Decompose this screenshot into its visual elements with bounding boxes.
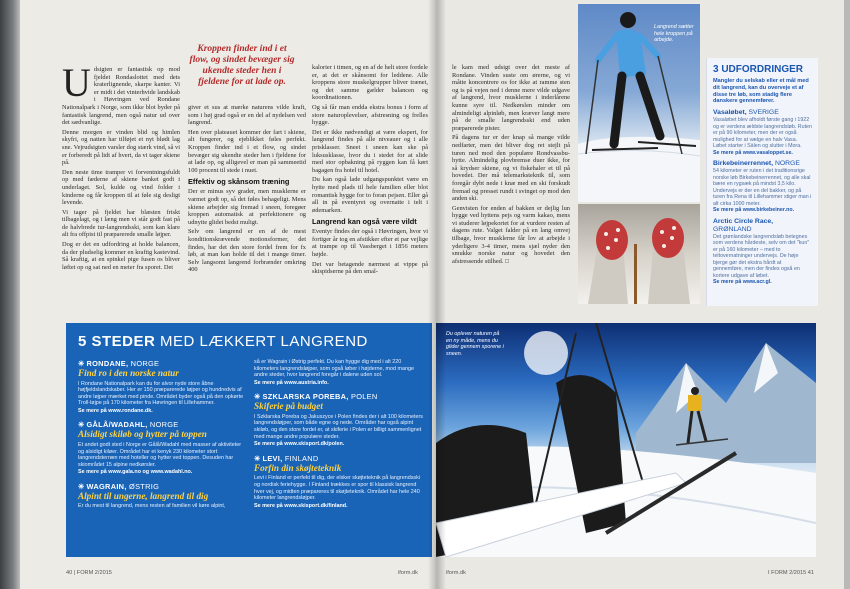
paragraph: Du kan også lade udgangspunktet være en hytte med plads til hele familien eller blot romantisk hygge for to foran pejsen. Eller gå all in på eventyret og overnatte i telt i ødemarken. — [312, 176, 428, 214]
subheading: Effektiv og skånsom træning — [188, 177, 290, 187]
paragraph: Og så får man endda ekstra bonus i form af store naturoplevelser, afstresning og frelles hygge. — [312, 103, 428, 127]
box-column-1 — [78, 359, 248, 516]
challenge-vasaloebet: Vasaløbet, SVERIGE Vasaløbet blev afholdt første gang i 1922 og er verdens ældste langrendsløb. Ruten er på 90 kilometer, men der er også mulighed for at vælge en halv Vasa. Løbet starter i Sälen og slutter i Mora. Se mere på www.vasaloppet.se. — [713, 109, 812, 156]
article-column-3 — [312, 64, 428, 318]
entry-headline: Alpint til ungerne, langrend til dig — [78, 490, 209, 501]
photo-skiers-snow — [436, 323, 816, 557]
snowflake-icon: ✳ — [254, 453, 261, 463]
three-challenges-box — [706, 58, 818, 306]
paragraph: Vi tager på fjeldet har blæsten friskt tilbagelagt, og i læng men vi står godt fast på de halvbrede tur-langrendsski, som kan klare alt fra offpist til præparerede smalle løjper. — [62, 208, 180, 239]
paragraph: Genvisten for enden af bakken er dejlig lun hygge ved hyttens pejs og varm kakao, mens vi studerer løjpekortet for at vurdere resten af dagens rute. Valget falder på en lang omvej tilbage, hvor musklerne får lov at arbejde i yderligere 3-4 timer, mens sjæl nyder den smukke norske natur og hovedet den afstressende stilhed. □ — [452, 204, 570, 265]
paragraph: dsigten er fantastisk op mod fjeldet Rondaslottet med dets kraterlignende, skarpe kanter. Vi er midt i det vinterhvide landskab i Høvringen ved Rondane Nationalpark i Norge, som ikke blot byder på fantastisk langrend, men også natur ud over det sædvanlige. — [62, 66, 180, 127]
photo-caption: Du oplever naturen på en ny måde, mens du glider gennem sporene i sneen. — [446, 331, 504, 357]
page-stack-edge-right — [844, 0, 850, 589]
box-title-rest: MED LÆKKERT LANGREND — [155, 333, 368, 350]
subheading: Langrend kan også være vildt — [312, 217, 417, 227]
challenges-title: 3 UDFORDRINGER — [713, 64, 804, 75]
box-title — [78, 333, 368, 350]
entry-link[interactable]: Se mere på www.skisport.dk/polen. — [254, 441, 345, 448]
entry-link[interactable]: Se mere på www.austria.info. — [254, 379, 329, 386]
challenge-link[interactable]: Se mere på www.vasaloppet.se. — [713, 149, 793, 156]
folio-right-center: iform.dk — [446, 570, 466, 576]
entry-headline: Forfin din skøjteteknik — [254, 462, 342, 473]
paragraph: Eventyr findes der også i Høvringen, hvor vi fortiger år tog en afstikker efter et par vejlige at trampe op til Vassberget i 1856 meters højde. — [312, 228, 428, 259]
entry-link[interactable]: Se mere på www.gala.no og www.wadahl.no. — [78, 469, 193, 476]
box-column-2 — [254, 359, 424, 515]
folio-right: I FORM 2/2015 41 — [768, 570, 815, 576]
paragraph: Det er ikke nødvendigt at være ekspert, for langrend findes på alle niveauer og i alle prisklasser. Sneet i sneen kan ske på luksusklasse, hvor du i stedet for at slide med stor opbakning på ryggen kan få kørt bagagen fra hotel til hotel. — [312, 128, 428, 174]
skiers-landscape-illustration — [436, 323, 816, 557]
entry-text: Levi i Finland er perfekt til dig, der elsker skøjteteknik på langrendsski og nordisk feriehygge. I Finland trækkes er spor til klassisk langrend hver vej, og midten præpareres til skøjteteknik. Området har hele 240 kilometer langrendsløjper. — [254, 475, 420, 502]
place-entry-gala: ✳ GÅLÅ/WADAHL, NORGE Alsidigt skiløb og hytter på toppen Et andet godt sted i Norge er Gålå/Wadahl med masser af aktiviteter og alsidigt kiløer. Området har et kenyk 230 kilometer stort langrendsterræn med hoteller og hytter ved toppen. Desuden har skiområdet 15 alpine nedkørsler. Se mere på www.gala.no og www.wadahl.no. — [78, 420, 248, 475]
paragraph: giver et sus at mærke naturens vilde kraft, som i høj grad også er en del af nydelsen ved langrend. — [188, 104, 306, 127]
paragraph: kalorier i timen, og en af de helt store fordele er, at det er skånsomt for leddene. Alle kroppens store muskelgrupper bliver trænet, og det samme gælder balancen og koordinationen. — [312, 64, 428, 102]
paragraph: Hen over plateauet kommer der fart i skiene, alt fungerer, og ejeblikket føles perfekt. Kroppen finder ind i et flow, og sindet bevæger sig ukendte steder hen i fjeldene for at lade op, og alligevel er man på sammeetid 100 procent til stede i nuet. — [188, 128, 306, 174]
page-stack-edge-left — [0, 0, 22, 589]
entry-link[interactable]: Se mere på www.rondane.dk. — [78, 407, 153, 414]
place-entry-rondane: ✳ RONDANE, NORGE Find ro i den norske natur I Rondane Nationalpark kan du for alvor nyde store åbne højfjeldslandskaber. Her er 150 præparerede løjper og hundredvis af andre løjper mærket med pinde. Området byder også på den opkørte Troll-løjpe på 170 kilometer fra Høvringen til Lillehammer. Se mere på www.rondane.dk. — [78, 359, 248, 414]
photo-mittens — [578, 204, 700, 304]
snowflake-icon: ✳ — [78, 359, 85, 368]
paragraph: le kam med udsigt over det meste af Rondane. Vinden suste om ørerne, og vi måtte koncentrere os for ikke at ramme sten og is på vejen ned i denne mere vilde udgave af langrend, hvor musklerne i inderlårene kunne syre til. Nedkørslen minder om almindeligt alpinløb, men kræver langt mere på de smalle langrendsski end uden præparerede pister. — [452, 64, 570, 132]
box-title-number: 5 STEDER — [78, 333, 156, 350]
folio-left-center: iform.dk — [398, 570, 418, 576]
snowflake-icon: ✳ — [78, 420, 85, 430]
entry-text: I Szklarska Poreba og Jakuszyce i Polen findes der i alt 100 kilometers langrendsløjper, som både egne og nede. Områder har også alpint skiløb, og den store fordel er, at skiferie i Polen er billigt sammenlignet med mange andre populære steder. — [254, 413, 423, 440]
entry-text: Et andet godt sted i Norge er Gålå/Wadahl med masser af aktiviteter og alsidigt kiløer. Området har et kenyk 230 kilometer stort langrendsterræn med hoteller og hytter ved toppen. Desuden har skiområdet 15 alpine nedkørsler. — [78, 441, 242, 468]
paragraph: Dog er det en udfordring at holde balancen, da der pludselig kommer en kraftig kastevind. Så kraftig, at en spinkel pige fusen os bliver løftet op og sat ned en meter fra sporet. Det — [62, 241, 180, 271]
photo-skier-woman — [578, 4, 700, 202]
place-entry-wagrain: ✳ WAGRAIN, ØSTRIG Alpint til ungerne, langrend til dig Er du mest til langrend, mens resten af familien vil køre alpint, — [78, 482, 248, 510]
folio-left: 40 | FORM 2/2015 — [66, 570, 112, 576]
article-column-4 — [452, 64, 570, 318]
entry-link[interactable]: Se mere på www.skisport.dk/finland. — [254, 502, 348, 509]
photo-caption: Langrend sætter hele kroppen på arbejde. — [654, 24, 694, 44]
entry-text: I Rondane Nationalpark kan du for alvor nyde store åbne højfjeldslandskaber. Her er 150 præparerede løjper og hundredvis af andre løjper mærket med pinde. Området byder også på den opkørte Troll-løjpe på 170 kilometer fra Høvringen til Lillehammer. — [78, 380, 244, 407]
challenge-link[interactable]: Se mere på www.birkebeiner.no. — [713, 207, 795, 214]
paragraph: På dagens tur er der knap så mange vilde nedfarter, men det bliver dog ret stejlt på turen ned mod den populære Rondvassbu-hytte. Almindelig plovbremse duer ikke, for så krydser skiene, og vi fiskehaler et til på hovedet. Der må telemarksteknik til, som foregår dybt nede i knæ med en ski forskudt fremad og presset rundt i svinget op mod den anden ski. — [452, 134, 570, 203]
challenge-birkebeinerrennet: Birkebeinerrennet, NORGE 54 kilometer er ruten i det traditionsrige norske løb Birkebeinerrennet, og alle skal bære en rygsæk på mindst 3,5 kilo. Undervejs er der en del bakker, og på turen fra Rena til Lillehammer stiger man i alt cirka 1000 meter. Se mere på www.birkebeiner.no. — [713, 160, 812, 214]
entry-headline: Skiferie på budget — [254, 401, 323, 412]
challenge-link[interactable]: Se mere på www.acr.gl. — [713, 279, 772, 286]
paragraph: Der er minus syv grader, men musklerne er varmet godt op, så det føles behageligt. Mens skiene arbejder sig fremad i sneen, foregøer kroppen automatisk at perfektionere og udnytte glidet bedst muligt. — [188, 188, 306, 226]
article-column-1 — [62, 66, 180, 318]
paragraph: Det var betagende nærmest at vippe på skispidserne på den smal- — [312, 260, 428, 276]
challenges-intro: Mangler du selskab eller et mål med dit langrend, kan du overveje et af disse tre løb, som stadig flere danskere gennemfører. — [713, 78, 809, 105]
snowflake-icon: ✳ — [78, 481, 85, 491]
pull-quote: Kroppen finder ind i et flow, og sindet bevæger sig ukendte steder hen i fjeldene for at lade op. — [189, 44, 295, 87]
mittens-illustration — [578, 204, 700, 304]
article-column-2 — [188, 104, 306, 318]
place-entry-wagrain-cont — [254, 359, 424, 386]
drop-cap: U — [62, 66, 91, 105]
entry-text: Er du mest til langrend, mens resten af familien vil køre alpint, — [78, 503, 226, 510]
challenge-arctic-circle-race: Arctic Circle Race, GRØNLAND Det grønlandske langrendsløb betegnes som verdens hårdeste, selv om det "kun" er på 160 kilometer – med to teltovernatninger undervejs. De høje bjerge gør det ekstra hårdt at gennemføre, men der findes også en kortere udgave af løbet. Se mere på www.acr.gl. — [713, 218, 812, 286]
five-places-box — [66, 323, 432, 557]
paragraph: Selv om langrend er en af de mest konditionskrævende motionsformer, det findes, har det den store fordel frem for fx løb, at man kan holde til det i mange timer. Selv langsomt langrend forbrænder omkring 400 — [188, 228, 306, 274]
paragraph: Denne morgen er vinden blid og himlen skyfri, og natten har tilføjet et nyt blødt lag sne. Vejrudsigten varsler dog stærk vind, så vi er forberedt på lidt af hvert, da vi tager skiene på. — [62, 128, 180, 167]
place-entry-szklarska: ✳ SZKLARSKA POREBA, POLEN Skiferie på budget I Szklarska Poreba og Jakuszyce i Polen findes der i alt 100 kilometers langrendsløjper, som både egne og nede. Områder har også alpint skiløb, og den store fordel er, at skiferie i Polen er billigt sammenlignet med mange andre populære steder. Se mere på www.skisport.dk/polen. — [254, 392, 423, 448]
place-entry-levi: ✳ LEVI, FINLAND Forfin din skøjteteknik Levi i Finland er perfekt til dig, der elsker skøjteteknik på langrendsski og nordisk feriehygge. I Finland trækkes er spor til klassisk langrend hver vej, og midten præpareres til skøjteteknik. Området har hele 240 kilometer langrendsløjper. Se mere på www.skisport.dk/finland. — [254, 454, 424, 509]
entry-headline: Alsidigt skiløb og hytter på toppen — [78, 429, 207, 440]
entry-text: så er Wagrain i Østrig perfekt. Du kan hygge dig med i alt 220 kilometers langrendsløjper, som også løber i højderne, mod mange andre steder, hvor langrend foregår i dalene uden sol. — [254, 359, 414, 379]
entry-headline: Find ro i den norske natur — [78, 368, 179, 378]
snowflake-icon: ✳ — [254, 392, 261, 402]
paragraph: Den neste time tramper vi forventningsfuldt op med fæderne af skiene banket godt i underlaget. Sol, kulde og vind folder i kinderne og får kroppen til at føle sig desligt levende. — [62, 168, 180, 207]
